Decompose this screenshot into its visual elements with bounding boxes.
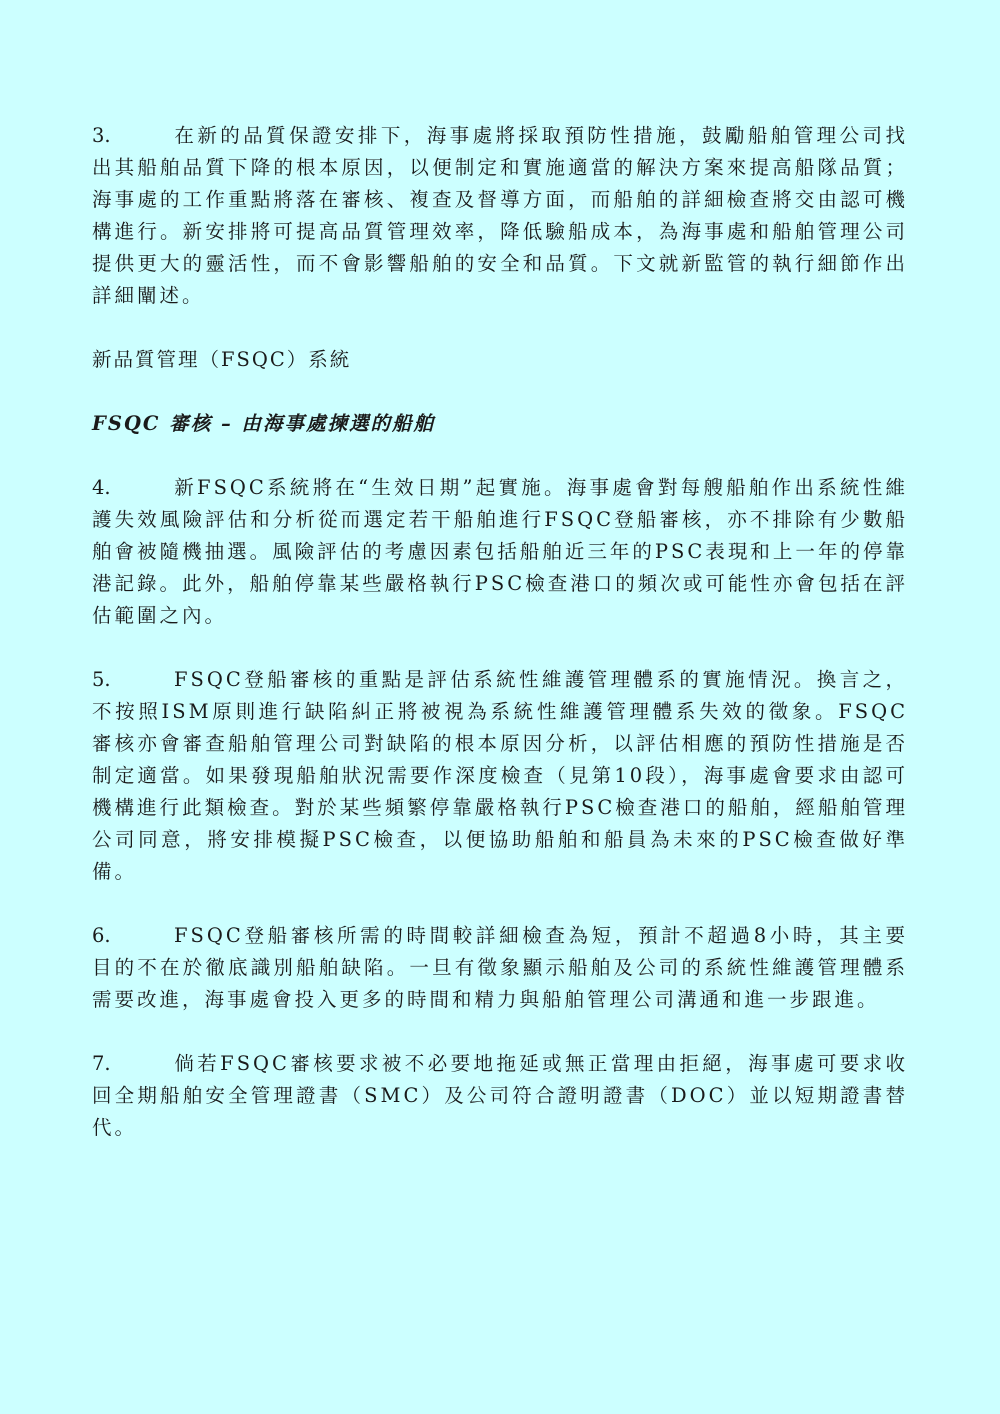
paragraph-number: 4. [92, 476, 111, 499]
paragraph-number: 6. [92, 924, 111, 947]
document-page [92, 120, 908, 1176]
paragraph-text: 在新的品質保證安排下，海事處將採取預防性措施，鼓勵船舶管理公司找出其船舶品質下降的根本原因，以便制定和實施適當的解決方案來提高船隊品質；海事處的工作重點將落在審核、複查及督導方面，而船舶的詳細檢查將交由認可機構進行。新安排將可提高品質管理效率，降低驗船成本，為海事處和船舶管理公司提供更大的靈活性，而不會影響船舶的安全和品質。下文就新監管的執行細節作出詳細闡述。 [92, 124, 908, 307]
paragraph-4 [92, 472, 908, 632]
paragraph-text: FSQC登船審核的重點是評估系統性維護管理體系的實施情況。換言之，不按照ISM原則進行缺陷糾正將被視為系統性維護管理體系失效的徵象。FSQC審核亦會審查船舶管理公司對缺陷的根本原因分析，以評估相應的預防性措施是否制定適當。如果發現船舶狀況需要作深度檢查（見第10段），海事處會要求由認可機構進行此類檢查。對於某些頻繁停靠嚴格執行PSC檢查港口的船舶，經船舶管理公司同意，將安排模擬PSC檢查，以便協助船舶和船員為未來的PSC檢查做好準備。 [92, 668, 908, 883]
paragraph-number: 7. [92, 1052, 111, 1075]
paragraph-text: 倘若FSQC審核要求被不必要地拖延或無正當理由拒絕，海事處可要求收回全期船舶安全管理證書（SMC）及公司符合證明證書（DOC）並以短期證書替代。 [92, 1052, 908, 1139]
subsection-heading: FSQC 審核 – 由海事處揀選的船舶 [92, 412, 436, 435]
paragraph-number: 5. [92, 668, 111, 691]
paragraph-text: 新FSQC系統將在“生效日期”起實施。海事處會對每艘船舶作出系統性維護失效風險評估和分析從而選定若干船舶進行FSQC登船審核，亦不排除有少數船舶會被隨機抽選。風險評估的考慮因素包括船舶近三年的PSC表現和上一年的停靠港記錄。此外，船舶停靠某些嚴格執行PSC檢查港口的頻次或可能性亦會包括在評估範圍之內。 [92, 476, 908, 627]
paragraph-3 [92, 120, 908, 312]
paragraph-text: FSQC登船審核所需的時間較詳細檢查為短，預計不超過8小時，其主要目的不在於徹底識別船舶缺陷。一旦有徵象顯示船舶及公司的系統性維護管理體系需要改進，海事處會投入更多的時間和精力與船舶管理公司溝通和進一步跟進。 [92, 924, 908, 1011]
paragraph-5 [92, 664, 908, 888]
paragraph-6 [92, 920, 908, 1016]
section-heading: 新品質管理（FSQC）系統 [92, 348, 352, 371]
paragraph-7 [92, 1048, 908, 1144]
paragraph-number: 3. [92, 124, 111, 147]
